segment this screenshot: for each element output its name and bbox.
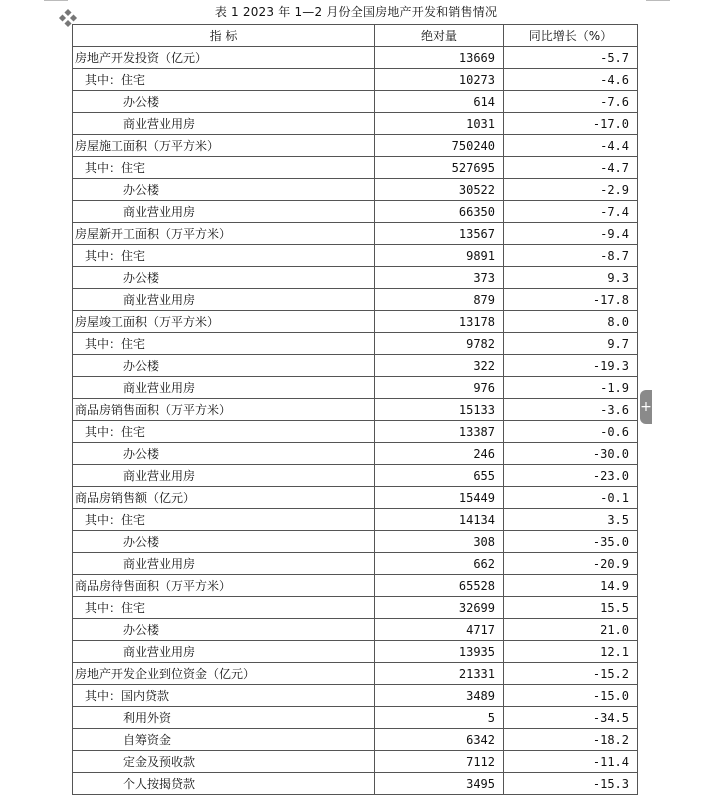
table-row (73, 311, 638, 333)
row-absolute-value: 750240 (375, 135, 504, 157)
table-row (73, 465, 638, 487)
row-absolute-value: 13178 (375, 311, 504, 333)
row-label: 其中：住宅 (73, 69, 375, 91)
table-row (73, 201, 638, 223)
row-growth-value: -1.9 (504, 377, 638, 399)
row-absolute-value: 15449 (375, 487, 504, 509)
row-growth-value: 14.9 (504, 575, 638, 597)
row-label: 商品房销售面积（万平方米） (73, 399, 375, 421)
row-absolute-value: 21331 (375, 663, 504, 685)
row-growth-value: -4.6 (504, 69, 638, 91)
row-label: 定金及预收款 (73, 751, 375, 773)
row-label: 自筹资金 (73, 729, 375, 751)
row-growth-value: -7.6 (504, 91, 638, 113)
row-growth-value: -20.9 (504, 553, 638, 575)
row-label: 商品房待售面积（万平方米） (73, 575, 375, 597)
table-row (73, 113, 638, 135)
row-label: 房地产开发投资（亿元） (73, 47, 375, 69)
row-growth-value: -4.7 (504, 157, 638, 179)
row-growth-value: 21.0 (504, 619, 638, 641)
row-absolute-value: 4717 (375, 619, 504, 641)
row-label: 其中：住宅 (73, 245, 375, 267)
row-absolute-value: 246 (375, 443, 504, 465)
row-growth-value: -8.7 (504, 245, 638, 267)
header-absolute: 绝对量 (375, 25, 504, 47)
row-label: 办公楼 (73, 179, 375, 201)
plus-icon[interactable]: + (640, 390, 652, 424)
top-edge-mark-right (646, 0, 670, 1)
table-row (73, 729, 638, 751)
table-row (73, 47, 638, 69)
table-row (73, 509, 638, 531)
table-title: 表 1 2023 年 1—2 月份全国房地产开发和销售情况 (214, 5, 498, 19)
row-growth-value: 9.3 (504, 267, 638, 289)
row-absolute-value: 6342 (375, 729, 504, 751)
table-row (73, 487, 638, 509)
row-absolute-value: 13935 (375, 641, 504, 663)
row-growth-value: -7.4 (504, 201, 638, 223)
table-row (73, 641, 638, 663)
table-row (73, 399, 638, 421)
row-absolute-value: 322 (375, 355, 504, 377)
table-row (73, 157, 638, 179)
row-absolute-value: 65528 (375, 575, 504, 597)
row-absolute-value: 10273 (375, 69, 504, 91)
row-absolute-value: 5 (375, 707, 504, 729)
table-row (73, 135, 638, 157)
table-row (73, 355, 638, 377)
header-indicator: 指 标 (73, 25, 375, 47)
row-label: 其中：住宅 (73, 421, 375, 443)
row-absolute-value: 662 (375, 553, 504, 575)
row-absolute-value: 879 (375, 289, 504, 311)
row-label: 利用外资 (73, 707, 375, 729)
table-row (73, 223, 638, 245)
row-label: 商业营业用房 (73, 465, 375, 487)
row-label: 办公楼 (73, 91, 375, 113)
row-label: 房地产开发企业到位资金（亿元） (73, 663, 375, 685)
row-growth-value: -17.0 (504, 113, 638, 135)
row-absolute-value: 1031 (375, 113, 504, 135)
row-absolute-value: 13387 (375, 421, 504, 443)
table-row (73, 619, 638, 641)
row-growth-value: 3.5 (504, 509, 638, 531)
row-growth-value: -15.3 (504, 773, 638, 795)
row-label: 其中：住宅 (73, 597, 375, 619)
row-absolute-value: 308 (375, 531, 504, 553)
row-growth-value: -3.6 (504, 399, 638, 421)
table-row (73, 531, 638, 553)
data-table (72, 24, 638, 795)
table-row (73, 245, 638, 267)
row-growth-value: -5.7 (504, 47, 638, 69)
row-growth-value: 8.0 (504, 311, 638, 333)
row-growth-value: 9.7 (504, 333, 638, 355)
row-growth-value: -18.2 (504, 729, 638, 751)
table-row (73, 443, 638, 465)
row-label: 办公楼 (73, 443, 375, 465)
row-growth-value: -11.4 (504, 751, 638, 773)
row-growth-value: -30.0 (504, 443, 638, 465)
row-absolute-value: 614 (375, 91, 504, 113)
table-row (73, 377, 638, 399)
row-absolute-value: 655 (375, 465, 504, 487)
table-row (73, 773, 638, 795)
top-edge-mark-left (44, 0, 68, 1)
table-body (73, 47, 638, 795)
row-growth-value: -35.0 (504, 531, 638, 553)
row-growth-value: -9.4 (504, 223, 638, 245)
row-label: 商业营业用房 (73, 377, 375, 399)
table-row (73, 91, 638, 113)
row-growth-value: -0.1 (504, 487, 638, 509)
row-absolute-value: 32699 (375, 597, 504, 619)
row-label: 商品房销售额（亿元） (73, 487, 375, 509)
row-absolute-value: 976 (375, 377, 504, 399)
table-row (73, 663, 638, 685)
table-row (73, 685, 638, 707)
table-row (73, 597, 638, 619)
row-label: 房屋施工面积（万平方米） (73, 135, 375, 157)
table-header-row (73, 25, 638, 47)
table-row (73, 179, 638, 201)
row-absolute-value: 13669 (375, 47, 504, 69)
row-label: 办公楼 (73, 619, 375, 641)
row-absolute-value: 66350 (375, 201, 504, 223)
row-absolute-value: 527695 (375, 157, 504, 179)
row-growth-value: 12.1 (504, 641, 638, 663)
row-absolute-value: 3489 (375, 685, 504, 707)
row-absolute-value: 3495 (375, 773, 504, 795)
row-absolute-value: 14134 (375, 509, 504, 531)
row-label: 商业营业用房 (73, 113, 375, 135)
row-absolute-value: 373 (375, 267, 504, 289)
row-label: 商业营业用房 (73, 201, 375, 223)
row-absolute-value: 9891 (375, 245, 504, 267)
row-label: 房屋新开工面积（万平方米） (73, 223, 375, 245)
row-growth-value: -23.0 (504, 465, 638, 487)
row-growth-value: -34.5 (504, 707, 638, 729)
row-label: 其中：住宅 (73, 333, 375, 355)
row-growth-value: -2.9 (504, 179, 638, 201)
table-row (73, 421, 638, 443)
header-growth: 同比增长（%） (504, 25, 638, 47)
row-growth-value: -15.0 (504, 685, 638, 707)
table-row (73, 333, 638, 355)
row-absolute-value: 7112 (375, 751, 504, 773)
row-label: 办公楼 (73, 267, 375, 289)
row-label: 其中：国内贷款 (73, 685, 375, 707)
row-label: 商业营业用房 (73, 641, 375, 663)
row-growth-value: -19.3 (504, 355, 638, 377)
row-growth-value: -4.4 (504, 135, 638, 157)
table-row (73, 267, 638, 289)
row-growth-value: -0.6 (504, 421, 638, 443)
table-row (73, 553, 638, 575)
row-absolute-value: 15133 (375, 399, 504, 421)
row-label: 商业营业用房 (73, 553, 375, 575)
table-row (73, 751, 638, 773)
row-absolute-value: 30522 (375, 179, 504, 201)
row-label: 其中：住宅 (73, 157, 375, 179)
row-label: 房屋竣工面积（万平方米） (73, 311, 375, 333)
row-label: 商业营业用房 (73, 289, 375, 311)
row-absolute-value: 9782 (375, 333, 504, 355)
row-label: 其中：住宅 (73, 509, 375, 531)
row-growth-value: -17.8 (504, 289, 638, 311)
row-label: 办公楼 (73, 531, 375, 553)
table-row (73, 69, 638, 91)
row-growth-value: -15.2 (504, 663, 638, 685)
row-label: 个人按揭贷款 (73, 773, 375, 795)
row-absolute-value: 13567 (375, 223, 504, 245)
table-row (73, 707, 638, 729)
table-row (73, 575, 638, 597)
row-growth-value: 15.5 (504, 597, 638, 619)
table-row (73, 289, 638, 311)
row-label: 办公楼 (73, 355, 375, 377)
